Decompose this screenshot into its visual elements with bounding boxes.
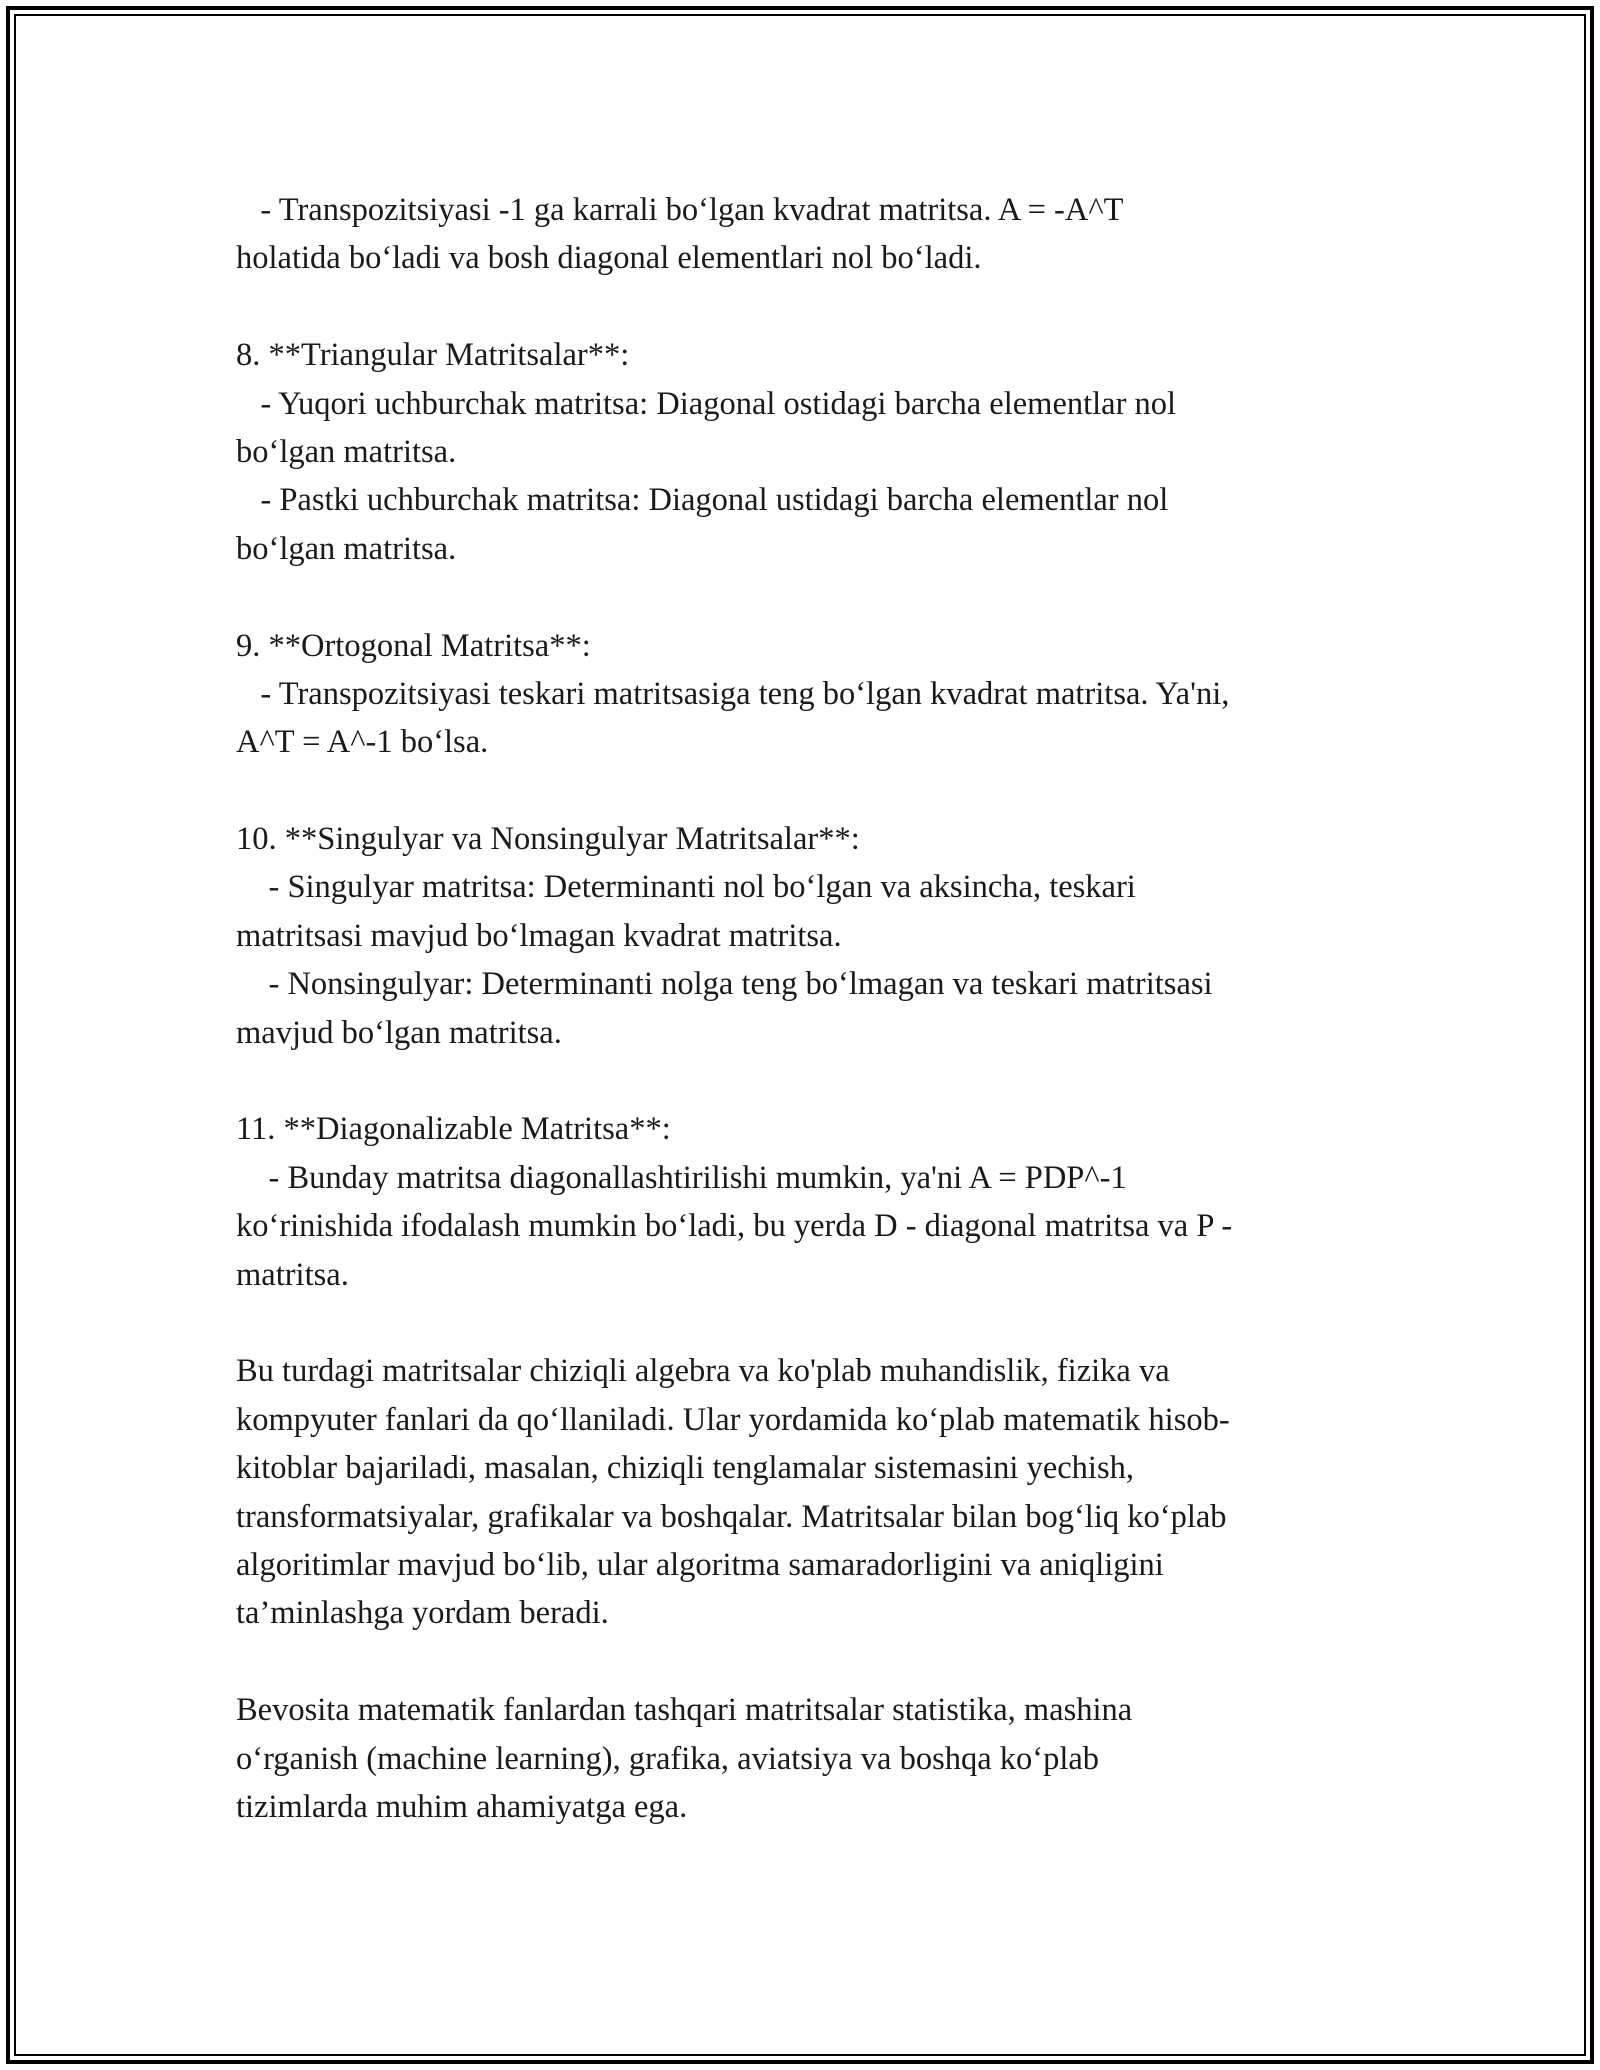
text-line: - Transpozitsiyasi teskari matritsasiga teng bo‘lgan kvadrat matritsa. Ya'ni, [236,675,1230,712]
text-line: - Singulyar matritsa: Determinanti nol bo‘lgan va aksincha, teskari [236,869,1136,906]
text-line: - Pastki uchburchak matritsa: Diagonal ustidagi barcha elementlar nol [236,482,1169,519]
blank-line [236,283,1376,331]
document-body [236,186,1376,1831]
text-line: matritsasi mavjud bo‘lmagan kvadrat matritsa. [236,917,842,954]
blank-line [236,767,1376,815]
text-line: holatida bo‘ladi va bosh diagonal elementlari nol bo‘ladi. [236,240,982,277]
text-line: bo‘lgan matritsa. [236,433,457,470]
paragraph-line: kitoblar bajariladi, masalan, chiziqli tenglamalar sistemasini yechish, [236,1450,1134,1487]
text-line: - Yuqori uchburchak matritsa: Diagonal ostidagi barcha elementlar nol [236,385,1177,422]
paragraph-line: transformatsiyalar, grafikalar va boshqalar. Matritsalar bilan bog‘liq ko‘plab [236,1498,1227,1535]
text-line: matritsa. [236,1256,349,1293]
blank-line [236,1057,1376,1105]
text-line: bo‘lgan matritsa. [236,530,457,567]
paragraph-line: algoritimlar mavjud bo‘lib, ular algoritma samaradorligini va aniqligini [236,1546,1164,1583]
blank-line [236,573,1376,621]
section-heading-8: 8. **Triangular Matritsalar**: [236,337,630,374]
blank-line [236,1638,1376,1686]
text-line: - Transpozitsiyasi -1 ga karrali bo‘lgan kvadrat matritsa. A = -A^T [236,192,1124,228]
section-heading-10: 10. **Singulyar va Nonsingulyar Matritsalar**: [236,821,860,858]
paragraph-line: tizimlarda muhim ahamiyatga ega. [236,1788,688,1825]
text-line: mavjud bo‘lgan matritsa. [236,1014,562,1051]
paragraph-line: ta’minlashga yordam beradi. [236,1595,609,1632]
blank-line [236,1299,1376,1347]
paragraph-line: o‘rganish (machine learning), grafika, aviatsiya va boshqa ko‘plab [236,1740,1100,1777]
paragraph-line: Bu turdagi matritsalar chiziqli algebra va ko'plab muhandislik, fizika va [236,1353,1170,1390]
section-heading-11: 11. **Diagonalizable Matritsa**: [236,1111,671,1148]
text-line: ko‘rinishida ifodalash mumkin bo‘ladi, bu yerda D - diagonal matritsa va P - [236,1208,1233,1245]
text-line: - Bunday matritsa diagonallashtirilishi mumkin, ya'ni A = PDP^-1 [236,1159,1127,1196]
paragraph-line: kompyuter fanlari da qo‘llaniladi. Ular yordamida ko‘plab matematik hisob- [236,1401,1230,1438]
text-line: - Nonsingulyar: Determinanti nolga teng bo‘lmagan va teskari matritsasi [236,966,1213,1003]
paragraph-line: Bevosita matematik fanlardan tashqari matritsalar statistika, mashina [236,1692,1133,1729]
section-heading-9: 9. **Ortogonal Matritsa**: [236,627,591,664]
text-line: A^T = A^-1 bo‘lsa. [236,724,489,761]
